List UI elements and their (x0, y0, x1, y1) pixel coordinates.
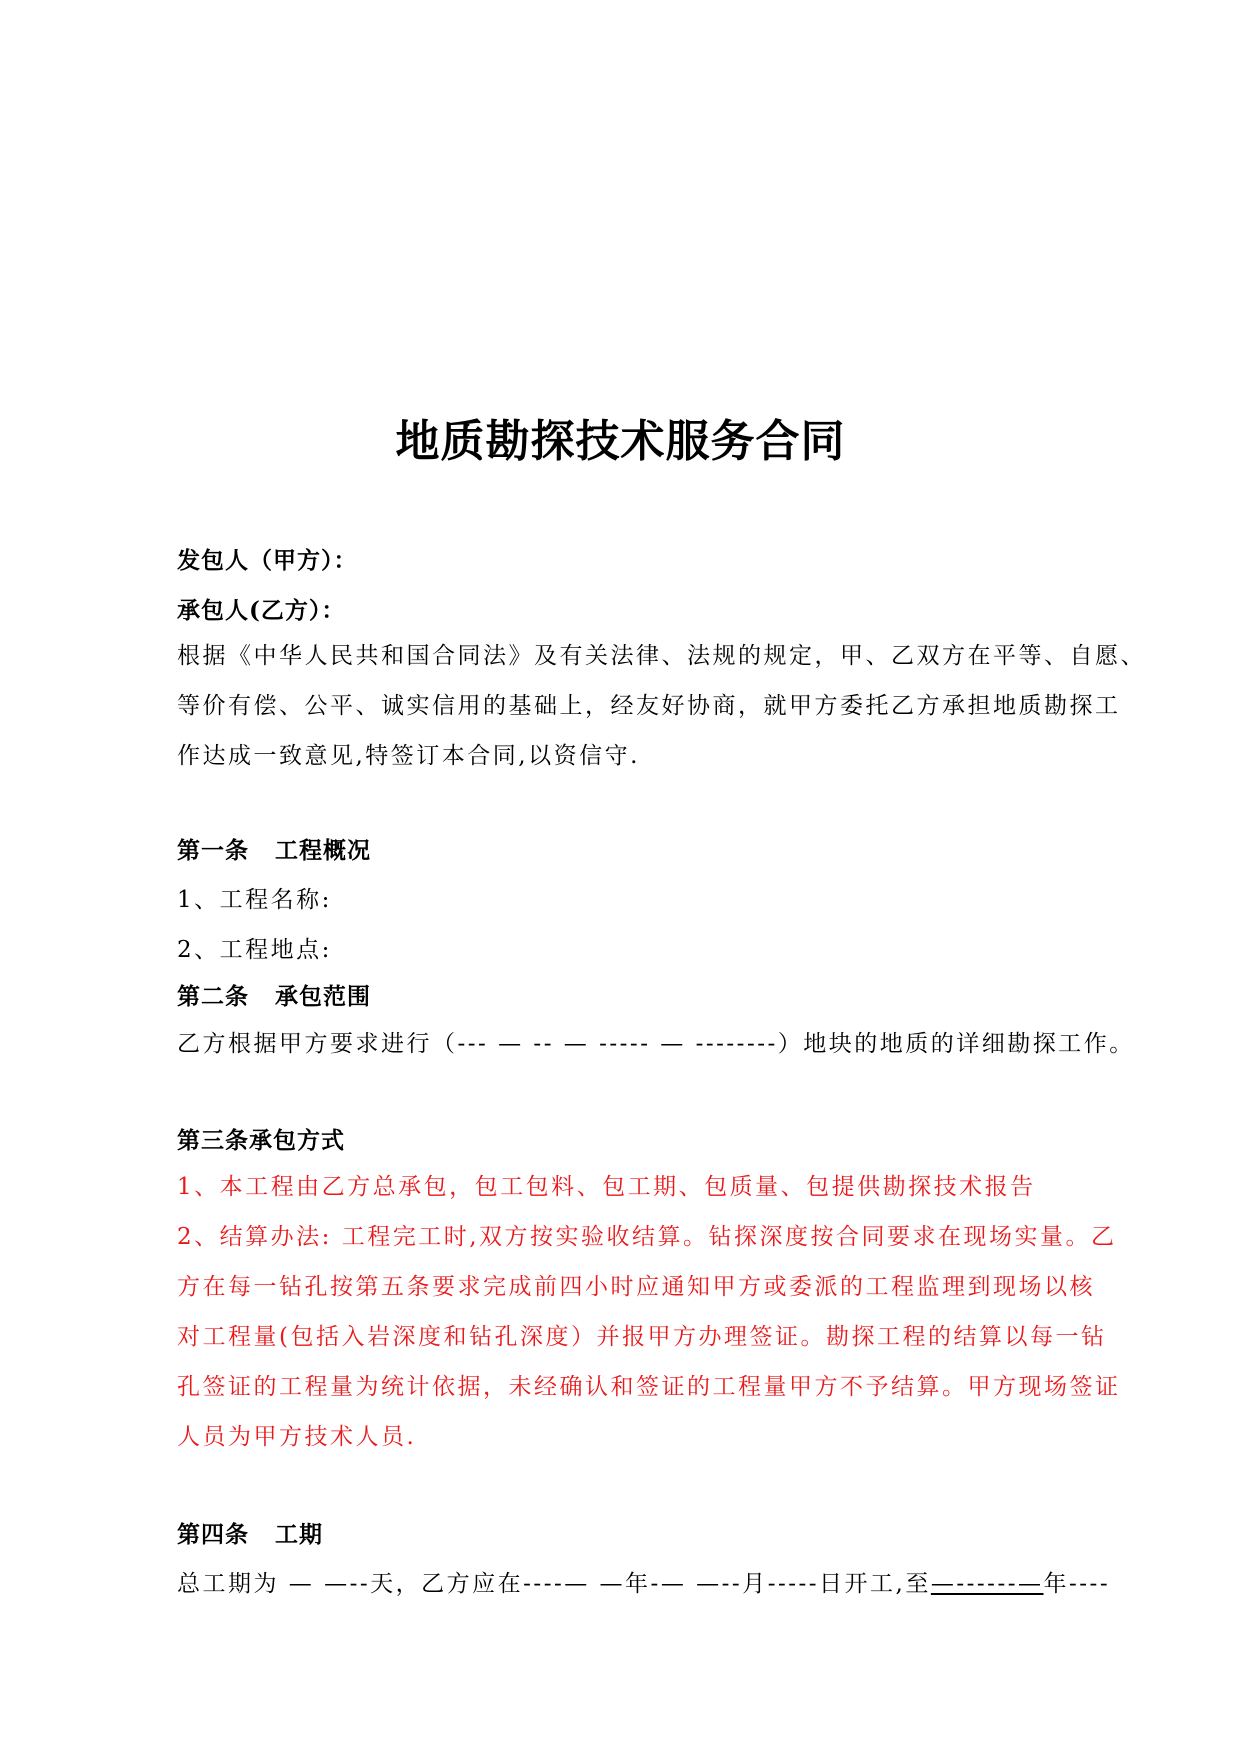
article-4-number: 第四条 (177, 1521, 249, 1548)
contract-method-line: 人员为甲方技术人员. (177, 1424, 417, 1450)
preamble-line: 等价有偿、公平、诚实信用的基础上，经友好协商，就甲方委托乙方承担地质勘探工 (177, 693, 1121, 719)
article-3-heading: 第三条承包方式 (177, 1127, 345, 1154)
project-location-item: 2、工程地点: (177, 937, 332, 963)
contract-method-line: 2、结算办法: 工程完工时,双方按实验收结算。钻探深度按合同要求在现场实量。乙 (177, 1224, 1117, 1250)
article-4-heading (177, 1515, 1087, 1555)
article-2-title: 承包范围 (275, 983, 371, 1010)
contract-method-line: 方在每一钻孔按第五条要求完成前四小时应通知甲方或委派的工程监理到现场以核 (177, 1274, 1095, 1300)
article-1-title: 工程概况 (275, 837, 371, 864)
contract-method-line: 孔签证的工程量为统计依据，未经确认和签证的工程量甲方不予结算。甲方现场签证 (177, 1374, 1121, 1400)
schedule-text-start: 总工期为 — —--天，乙方应在----— —年-— —--月-----日开工,至 (177, 1571, 931, 1597)
article-1-number: 第一条 (177, 837, 249, 864)
preamble-line: 作达成一致意见,特签订本合同,以资信守. (177, 743, 640, 769)
party-a-label: 发包人（甲方）： (177, 547, 358, 574)
schedule-text (177, 1564, 1111, 1604)
schedule-text-end: 年---- (1043, 1571, 1111, 1597)
contract-method-line: 1、本工程由乙方总承包，包工包料、包工期、包质量、包提供勘探技术报告 (177, 1174, 1036, 1200)
project-name-item: 1、工程名称: (177, 887, 332, 913)
preamble-line: 根据《中华人民共和国合同法》及有关法律、法规的规定，甲、乙双方在平等、自愿、 (177, 643, 1146, 669)
party-b-label: 承包人(乙方）： (177, 597, 346, 624)
article-4-title: 工期 (275, 1521, 323, 1548)
article-2-heading (177, 977, 1087, 1017)
document-title: 地质勘探技术服务合同 (395, 416, 846, 467)
article-1-heading (177, 831, 1087, 871)
schedule-underlined-blank: —------— (930, 1571, 1044, 1597)
article-2-number: 第二条 (177, 983, 249, 1010)
scope-text: 乙方根据甲方要求进行（--- — -- — ----- — --------）地块的地质的详细勘探工作。 (177, 1031, 1135, 1057)
contract-method-line: 对工程量(包括入岩深度和钻孔深度）并报甲方办理签证。勘探工程的结算以每一钻 (177, 1324, 1107, 1350)
